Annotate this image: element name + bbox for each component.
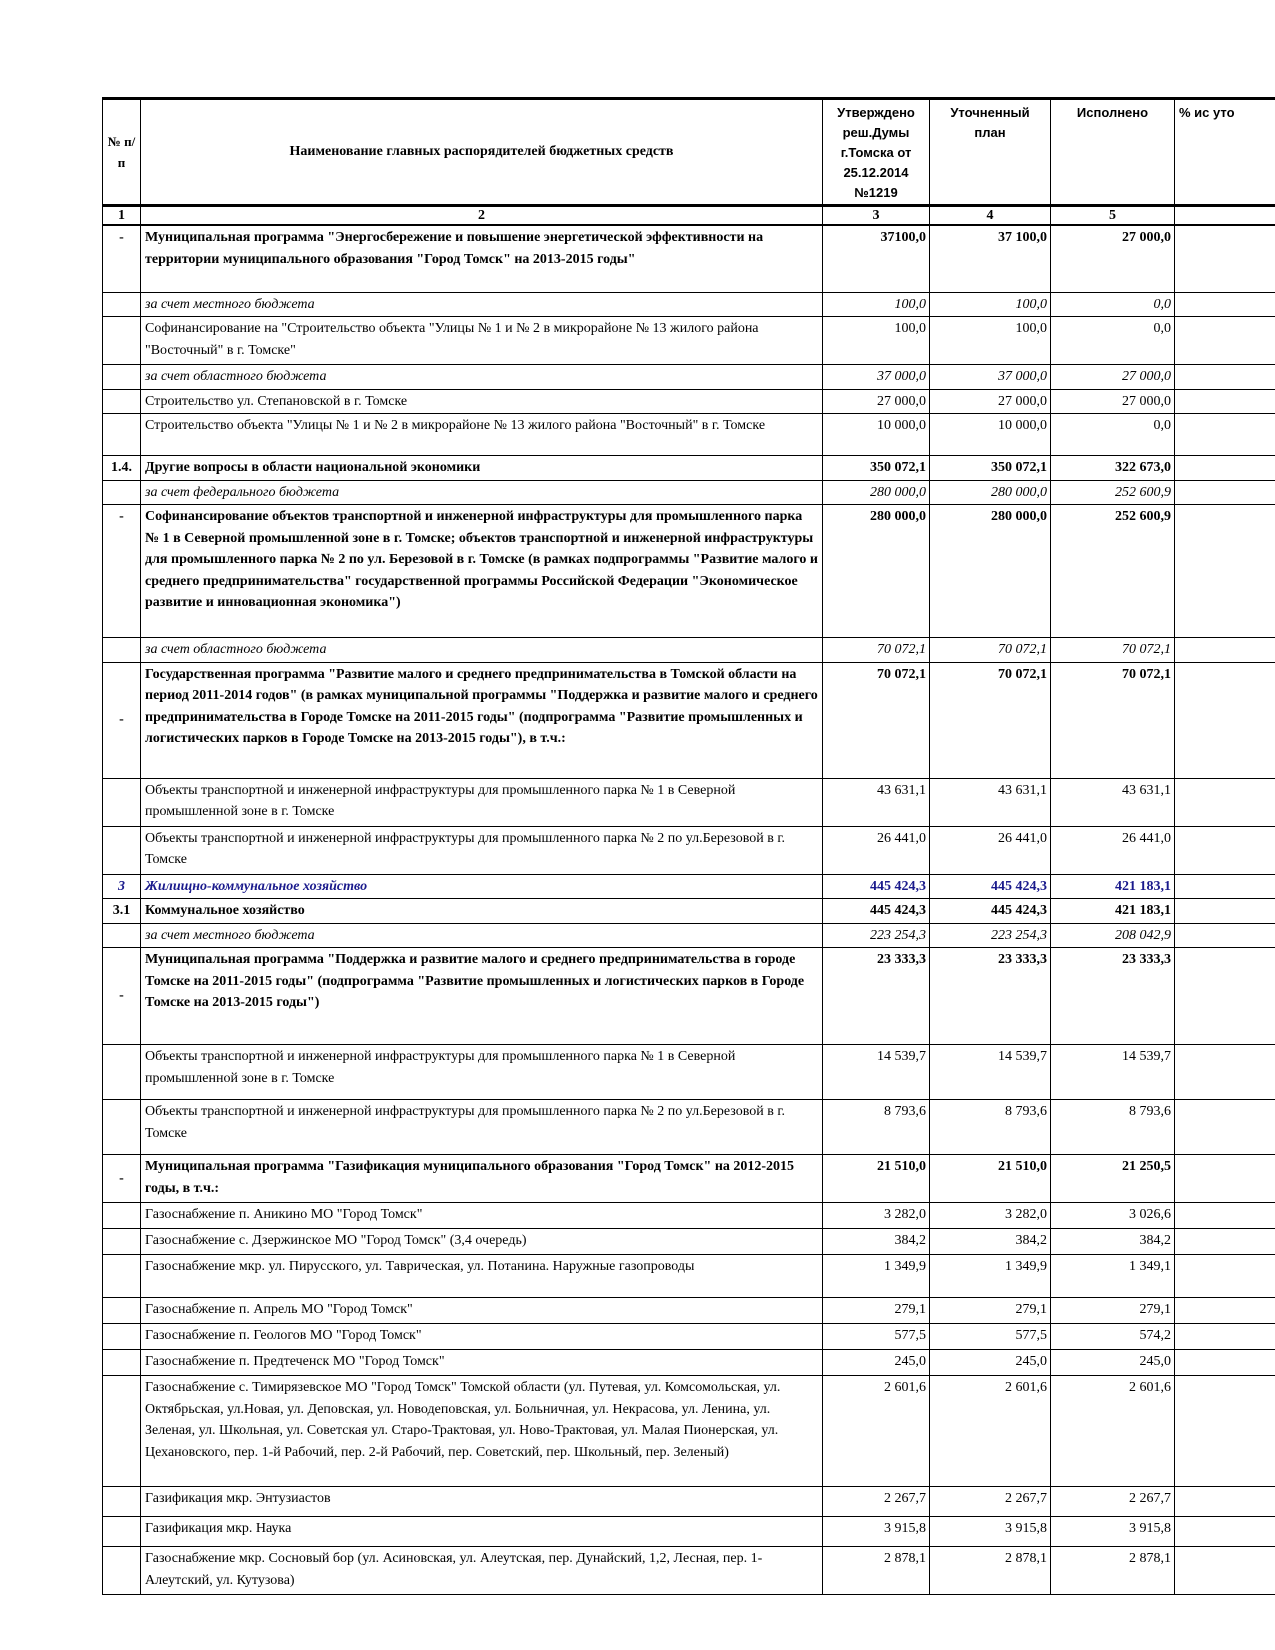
table-row [103, 638, 1275, 663]
row-num [103, 1376, 141, 1487]
row-approved: 279,1 [823, 1298, 930, 1324]
row-refined: 8 793,6 [930, 1100, 1051, 1155]
row-percent [1175, 389, 1275, 414]
table-row [103, 1376, 1275, 1487]
row-executed: 208 042,9 [1051, 923, 1175, 948]
row-percent [1175, 1229, 1275, 1255]
row-approved: 23 333,3 [823, 948, 930, 1045]
row-executed: 27 000,0 [1051, 225, 1175, 292]
row-executed: 8 793,6 [1051, 1100, 1175, 1155]
row-name: за счет областного бюджета [141, 638, 823, 663]
row-name: Газоснабжение п. Геологов МО "Город Томск" [141, 1324, 823, 1350]
row-percent [1175, 1376, 1275, 1487]
row-num: - [103, 225, 141, 292]
table-row [103, 826, 1275, 874]
row-approved: 37100,0 [823, 225, 930, 292]
table-row [103, 1298, 1275, 1324]
row-refined: 27 000,0 [930, 389, 1051, 414]
row-percent [1175, 456, 1275, 481]
row-num [103, 1547, 141, 1595]
row-percent [1175, 1203, 1275, 1229]
table-row [103, 1155, 1275, 1203]
row-num: - [103, 662, 141, 778]
row-approved: 577,5 [823, 1324, 930, 1350]
row-approved: 3 282,0 [823, 1203, 930, 1229]
row-name: Строительство ул. Степановской в г. Томске [141, 389, 823, 414]
row-approved: 100,0 [823, 317, 930, 365]
header-name: Наименование главных распорядителей бюджетных средств [141, 99, 823, 206]
row-refined: 445 424,3 [930, 874, 1051, 899]
row-executed: 2 601,6 [1051, 1376, 1175, 1487]
row-refined: 100,0 [930, 317, 1051, 365]
row-num [103, 1229, 141, 1255]
row-executed: 14 539,7 [1051, 1045, 1175, 1100]
row-executed: 0,0 [1051, 414, 1175, 456]
index-cell: 3 [823, 206, 930, 226]
row-percent [1175, 365, 1275, 390]
row-approved: 27 000,0 [823, 389, 930, 414]
row-executed: 21 250,5 [1051, 1155, 1175, 1203]
row-name: Газоснабжение с. Дзержинское МО "Город Томск" (3,4 очередь) [141, 1229, 823, 1255]
row-refined: 21 510,0 [930, 1155, 1051, 1203]
row-name: Государственная программа "Развитие малого и среднего предпринимательства в Томской области на период 2011-2014 годов" (в рамках муниципальной программы "Поддержка и развитие малого и среднего предпринимательства в Городе Томске на 2011-2015 годы" (подпрограмма "Развитие промышленных и логистических парков в Городе Томске на 2013-2015 годы"), в т.ч.: [141, 662, 823, 778]
row-executed: 26 441,0 [1051, 826, 1175, 874]
index-cell [1175, 206, 1275, 226]
row-name: Газификация мкр. Наука [141, 1517, 823, 1547]
header-num: № п/п [103, 99, 141, 206]
row-name: за счет областного бюджета [141, 365, 823, 390]
row-num [103, 292, 141, 317]
row-percent [1175, 1155, 1275, 1203]
row-name: Объекты транспортной и инженерной инфраструктуры для промышленного парка № 1 в Северной промышленной зоне в г. Томске [141, 778, 823, 826]
row-executed: 1 349,1 [1051, 1255, 1175, 1298]
budget-report-sheet [102, 97, 1275, 1650]
column-index-row [103, 206, 1275, 226]
row-name: за счет федерального бюджета [141, 480, 823, 505]
row-num: 3.1 [103, 899, 141, 924]
table-row [103, 225, 1275, 292]
row-percent [1175, 1100, 1275, 1155]
header-executed: Исполнено [1051, 99, 1175, 206]
row-num [103, 480, 141, 505]
row-approved: 350 072,1 [823, 456, 930, 481]
row-percent [1175, 1350, 1275, 1376]
row-approved: 280 000,0 [823, 505, 930, 638]
row-executed: 43 631,1 [1051, 778, 1175, 826]
row-percent [1175, 1298, 1275, 1324]
row-refined: 3 282,0 [930, 1203, 1051, 1229]
row-approved: 445 424,3 [823, 874, 930, 899]
row-approved: 280 000,0 [823, 480, 930, 505]
row-executed: 421 183,1 [1051, 899, 1175, 924]
row-percent [1175, 1517, 1275, 1547]
table-row [103, 1547, 1275, 1595]
header-approved: Утверждено реш.Думы г.Томска от 25.12.2014 №1219 [823, 99, 930, 206]
row-executed: 0,0 [1051, 292, 1175, 317]
row-refined: 10 000,0 [930, 414, 1051, 456]
row-name: Газоснабжение п. Аникино МО "Город Томск" [141, 1203, 823, 1229]
table-row [103, 1045, 1275, 1100]
row-refined: 384,2 [930, 1229, 1051, 1255]
row-num [103, 826, 141, 874]
row-approved: 384,2 [823, 1229, 930, 1255]
row-executed: 3 026,6 [1051, 1203, 1175, 1229]
row-num [103, 317, 141, 365]
row-num [103, 1487, 141, 1517]
row-num [103, 1324, 141, 1350]
table-row [103, 414, 1275, 456]
table-row [103, 505, 1275, 638]
row-percent [1175, 292, 1275, 317]
row-name: Строительство объекта "Улицы № 1 и № 2 в микрорайоне № 13 жилого района "Восточный" в г. Томске [141, 414, 823, 456]
row-num: - [103, 948, 141, 1045]
row-executed: 279,1 [1051, 1298, 1175, 1324]
row-approved: 2 601,6 [823, 1376, 930, 1487]
row-approved: 2 267,7 [823, 1487, 930, 1517]
row-refined: 37 000,0 [930, 365, 1051, 390]
row-percent [1175, 899, 1275, 924]
row-refined: 43 631,1 [930, 778, 1051, 826]
row-refined: 70 072,1 [930, 638, 1051, 663]
row-refined: 223 254,3 [930, 923, 1051, 948]
table-row [103, 365, 1275, 390]
row-approved: 10 000,0 [823, 414, 930, 456]
row-name: Газоснабжение с. Тимирязевское МО "Город Томск" Томской области (ул. Путевая, ул. Комсомольская, ул. Октябрьская, ул.Новая, ул. Деповская, ул. Новодеповская, ул. Больничная, ул. Некрасова, ул. Ленина, ул. Зеленая, ул. Школьная, ул. Советская ул. Старо-Трактовая, ул. Ново-Трактовая, ул. Малая Пионерская, ул. Цехановского, пер. 1-й Рабочий, пер. 2-й Рабочий, пер. Советский, пер. Школьный, пер. Зеленый) [141, 1376, 823, 1487]
table-row [103, 292, 1275, 317]
row-num [103, 638, 141, 663]
row-num [103, 923, 141, 948]
table-row [103, 874, 1275, 899]
row-num: 1.4. [103, 456, 141, 481]
table-row [103, 389, 1275, 414]
row-approved: 70 072,1 [823, 662, 930, 778]
row-percent [1175, 1547, 1275, 1595]
row-approved: 21 510,0 [823, 1155, 930, 1203]
budget-table [102, 97, 1275, 1595]
row-name: Муниципальная программа "Поддержка и развитие малого и среднего предпринимательства в городе Томске на 2011-2015 годы" (подпрограмма "Развитие промышленных и логистических парков в Городе Томске на 2013-2015 годы") [141, 948, 823, 1045]
table-row [103, 948, 1275, 1045]
header-row [103, 99, 1275, 206]
table-body [103, 225, 1275, 1595]
row-percent [1175, 638, 1275, 663]
row-percent [1175, 1045, 1275, 1100]
row-executed: 70 072,1 [1051, 638, 1175, 663]
table-row [103, 1324, 1275, 1350]
row-num [103, 1255, 141, 1298]
row-executed: 245,0 [1051, 1350, 1175, 1376]
table-row [103, 1100, 1275, 1155]
row-executed: 322 673,0 [1051, 456, 1175, 481]
row-refined: 445 424,3 [930, 899, 1051, 924]
table-row [103, 778, 1275, 826]
row-refined: 2 601,6 [930, 1376, 1051, 1487]
row-approved: 14 539,7 [823, 1045, 930, 1100]
row-refined: 26 441,0 [930, 826, 1051, 874]
row-executed: 70 072,1 [1051, 662, 1175, 778]
table-row [103, 1203, 1275, 1229]
row-num [103, 1517, 141, 1547]
row-name: Объекты транспортной и инженерной инфраструктуры для промышленного парка № 2 по ул.Березовой в г. Томске [141, 1100, 823, 1155]
row-percent [1175, 948, 1275, 1045]
row-executed: 252 600,9 [1051, 480, 1175, 505]
table-row [103, 1517, 1275, 1547]
row-percent [1175, 874, 1275, 899]
row-name: Газоснабжение п. Апрель МО "Город Томск" [141, 1298, 823, 1324]
table-row [103, 923, 1275, 948]
row-executed: 574,2 [1051, 1324, 1175, 1350]
row-name: Газификация мкр. Энтузиастов [141, 1487, 823, 1517]
row-percent [1175, 1487, 1275, 1517]
row-percent [1175, 778, 1275, 826]
row-name: Муниципальная программа "Газификация муниципального образования "Город Томск" на 2012-2015 годы, в т.ч.: [141, 1155, 823, 1203]
index-cell: 5 [1051, 206, 1175, 226]
header-refined: Уточненный план [930, 99, 1051, 206]
row-name: Жилищно-коммунальное хозяйство [141, 874, 823, 899]
index-cell: 1 [103, 206, 141, 226]
row-name: Газоснабжение п. Предтеченск МО "Город Томск" [141, 1350, 823, 1376]
row-executed: 2 878,1 [1051, 1547, 1175, 1595]
row-percent [1175, 1324, 1275, 1350]
row-percent [1175, 414, 1275, 456]
table-row [103, 1229, 1275, 1255]
row-executed: 421 183,1 [1051, 874, 1175, 899]
row-approved: 26 441,0 [823, 826, 930, 874]
row-refined: 280 000,0 [930, 505, 1051, 638]
row-name: Другие вопросы в области национальной экономики [141, 456, 823, 481]
row-refined: 37 100,0 [930, 225, 1051, 292]
row-name: за счет местного бюджета [141, 923, 823, 948]
row-executed: 3 915,8 [1051, 1517, 1175, 1547]
row-executed: 27 000,0 [1051, 365, 1175, 390]
row-executed: 27 000,0 [1051, 389, 1175, 414]
index-cell: 4 [930, 206, 1051, 226]
row-refined: 70 072,1 [930, 662, 1051, 778]
row-executed: 252 600,9 [1051, 505, 1175, 638]
row-approved: 1 349,9 [823, 1255, 930, 1298]
row-name: Софинансирование на "Строительство объекта "Улицы № 1 и № 2 в микрорайоне № 13 жилого района "Восточный" в г. Томске" [141, 317, 823, 365]
row-approved: 245,0 [823, 1350, 930, 1376]
row-percent [1175, 923, 1275, 948]
row-percent [1175, 317, 1275, 365]
row-name: Газоснабжение мкр. Сосновый бор (ул. Асиновская, ул. Алеутская, пер. Дунайский, 1,2, Лесная, пер. 1-Алеутский, ул. Кутузова) [141, 1547, 823, 1595]
row-executed: 2 267,7 [1051, 1487, 1175, 1517]
row-name: Коммунальное хозяйство [141, 899, 823, 924]
row-num [103, 1203, 141, 1229]
row-approved: 70 072,1 [823, 638, 930, 663]
row-executed: 384,2 [1051, 1229, 1175, 1255]
row-approved: 37 000,0 [823, 365, 930, 390]
row-name: Объекты транспортной и инженерной инфраструктуры для промышленного парка № 2 по ул.Березовой в г. Томске [141, 826, 823, 874]
row-num: - [103, 1155, 141, 1203]
row-num [103, 1100, 141, 1155]
row-num [103, 1045, 141, 1100]
row-approved: 8 793,6 [823, 1100, 930, 1155]
row-refined: 279,1 [930, 1298, 1051, 1324]
row-percent [1175, 826, 1275, 874]
row-num [103, 778, 141, 826]
row-refined: 3 915,8 [930, 1517, 1051, 1547]
header-percent: % ис уто [1175, 99, 1275, 206]
row-num [103, 365, 141, 390]
row-percent [1175, 662, 1275, 778]
row-num [103, 1350, 141, 1376]
table-row [103, 456, 1275, 481]
row-percent [1175, 480, 1275, 505]
row-refined: 245,0 [930, 1350, 1051, 1376]
row-num: 3 [103, 874, 141, 899]
row-approved: 445 424,3 [823, 899, 930, 924]
table-row [103, 1255, 1275, 1298]
row-refined: 2 267,7 [930, 1487, 1051, 1517]
row-name: Муниципальная программа "Энергосбережение и повышение энергетической эффективности на территории муниципального образования "Город Томск" на 2013-2015 годы" [141, 225, 823, 292]
row-name: Софинансирование объектов транспортной и инженерной инфраструктуры для промышленного парка № 1 в Северной промышленной зоне в г. Томске; объектов транспортной и инженерной инфраструктуры для промышленного парка № 2 по ул. Березовой в г. Томске (в рамках подпрограммы "Развитие малого и среднего предпринимательства" государственной программы Российской Федерации "Экономическое развитие и инновационная экономика") [141, 505, 823, 638]
row-executed: 23 333,3 [1051, 948, 1175, 1045]
row-num: - [103, 505, 141, 638]
row-refined: 1 349,9 [930, 1255, 1051, 1298]
row-refined: 14 539,7 [930, 1045, 1051, 1100]
row-refined: 100,0 [930, 292, 1051, 317]
table-row [103, 480, 1275, 505]
row-percent [1175, 1255, 1275, 1298]
row-approved: 100,0 [823, 292, 930, 317]
table-row [103, 899, 1275, 924]
row-num [103, 1298, 141, 1324]
row-refined: 2 878,1 [930, 1547, 1051, 1595]
row-num [103, 389, 141, 414]
index-cell: 2 [141, 206, 823, 226]
row-approved: 2 878,1 [823, 1547, 930, 1595]
row-name: Объекты транспортной и инженерной инфраструктуры для промышленного парка № 1 в Северной промышленной зоне в г. Томске [141, 1045, 823, 1100]
row-refined: 23 333,3 [930, 948, 1051, 1045]
table-row [103, 317, 1275, 365]
row-executed: 0,0 [1051, 317, 1175, 365]
row-refined: 350 072,1 [930, 456, 1051, 481]
row-approved: 3 915,8 [823, 1517, 930, 1547]
row-name: за счет местного бюджета [141, 292, 823, 317]
row-refined: 577,5 [930, 1324, 1051, 1350]
table-row [103, 662, 1275, 778]
row-approved: 223 254,3 [823, 923, 930, 948]
row-num [103, 414, 141, 456]
row-percent [1175, 225, 1275, 292]
table-row [103, 1487, 1275, 1517]
row-name: Газоснабжение мкр. ул. Пирусского, ул. Таврическая, ул. Потанина. Наружные газопроводы [141, 1255, 823, 1298]
row-refined: 280 000,0 [930, 480, 1051, 505]
table-row [103, 1350, 1275, 1376]
row-approved: 43 631,1 [823, 778, 930, 826]
row-percent [1175, 505, 1275, 638]
